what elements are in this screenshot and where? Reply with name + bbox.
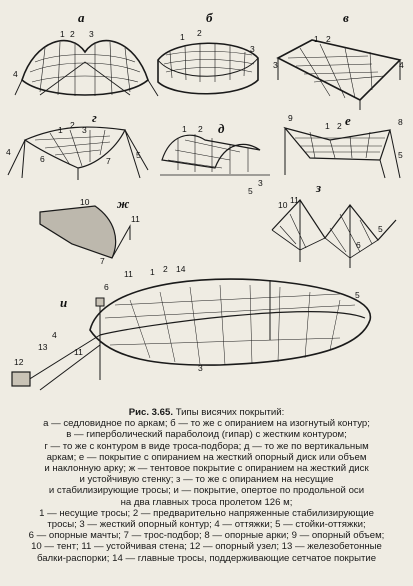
callout-g-5: 5 bbox=[136, 150, 141, 160]
callout-e-1: 1 bbox=[325, 121, 330, 131]
callout-g-2: 2 bbox=[70, 120, 75, 130]
callout-g-7: 7 bbox=[106, 156, 111, 166]
callout-zh-7: 7 bbox=[100, 256, 105, 266]
caption-line: 1 — несущие тросы; 2 — предварительно напряженные стабилизирующие bbox=[39, 507, 374, 519]
callout-b-1: 1 bbox=[180, 32, 185, 42]
diagram-z bbox=[272, 200, 396, 268]
panel-label-a: а bbox=[78, 10, 85, 25]
callout-i-14: 14 bbox=[176, 264, 186, 274]
callout-i-6: 6 bbox=[104, 282, 109, 292]
callout-e-2: 2 bbox=[337, 121, 342, 131]
panel-label-zh: ж bbox=[117, 196, 130, 211]
callout-g-4: 4 bbox=[6, 147, 11, 157]
caption-title: Рис. 3.65. bbox=[128, 407, 174, 418]
panel-label-i: и bbox=[60, 295, 68, 310]
diagram-zh bbox=[40, 206, 130, 258]
diagram-a bbox=[15, 41, 158, 96]
caption-line: тросы; 3 — жесткий опорный контур; 4 — оттяжки; 5 — стойки-оттяжки; bbox=[47, 519, 366, 531]
caption-line: и устойчивую стенку; з — то же с опиранием на несущие bbox=[79, 474, 334, 486]
diagram-e bbox=[285, 128, 400, 178]
diagram-v bbox=[278, 40, 400, 110]
callout-v-1: 1 bbox=[314, 34, 319, 44]
callout-i-13: 13 bbox=[38, 342, 48, 352]
callout-b-2: 2 bbox=[197, 28, 202, 38]
caption-line: на два главных троса пролетом 126 м; bbox=[120, 496, 293, 508]
callout-a-2: 2 bbox=[70, 29, 75, 39]
caption-line: аркам; е — покрытие с опиранием на жесткий опорный диск или объем bbox=[46, 451, 367, 463]
callout-g-3: 3 bbox=[82, 125, 87, 135]
callout-d-1: 1 bbox=[182, 124, 187, 134]
diagram-g bbox=[8, 127, 148, 180]
callout-a-1: 1 bbox=[60, 29, 65, 39]
callout-z-6: 6 bbox=[356, 240, 361, 250]
caption-line: 6 — опорные мачты; 7 — трос-подбор; 8 — опорные арки; 9 — опорный объем; bbox=[28, 530, 385, 542]
figure-caption bbox=[6, 407, 407, 564]
callout-a-4: 4 bbox=[13, 69, 18, 79]
callout-i-4: 4 bbox=[52, 330, 57, 340]
caption-line: а — седловидное по аркам; б — то же с опиранием на изогнутый контур; bbox=[43, 418, 370, 430]
diagram-d bbox=[160, 134, 270, 175]
callout-a-3: 3 bbox=[89, 29, 94, 39]
callout-e-8: 8 bbox=[398, 117, 403, 127]
callout-i-1: 1 bbox=[150, 267, 155, 277]
panel-label-e: е bbox=[345, 113, 351, 128]
callout-v-4: 4 bbox=[399, 60, 404, 70]
callout-g-1: 1 bbox=[58, 125, 63, 135]
callout-i-3: 3 bbox=[198, 363, 203, 373]
panel-label-d: д bbox=[218, 121, 225, 136]
callout-z-11: 11 bbox=[290, 195, 299, 205]
callout-i-2: 2 bbox=[163, 264, 168, 274]
callout-d-2: 2 bbox=[198, 124, 203, 134]
callout-i-11b: 11 bbox=[74, 347, 83, 357]
callout-i-11a: 11 bbox=[124, 269, 133, 279]
callout-d-5: 5 bbox=[248, 186, 253, 196]
callout-d-3: 3 bbox=[258, 178, 263, 188]
caption-line: и стабилизирующие тросы; и — покрытие, опертое по продольной оси bbox=[48, 485, 365, 497]
callout-z-5: 5 bbox=[378, 224, 383, 234]
callout-zh-11: 11 bbox=[131, 214, 140, 224]
diagram-b bbox=[158, 43, 258, 94]
caption-title-rest: Типы висячих покрытий: bbox=[173, 407, 285, 418]
panel-label-g: г bbox=[92, 110, 97, 125]
callout-v-3: 3 bbox=[273, 60, 278, 70]
callout-e-9: 9 bbox=[288, 113, 293, 123]
callout-v-2: 2 bbox=[326, 34, 331, 44]
callout-g-6: 6 bbox=[40, 154, 45, 164]
caption-line: 10 — тент; 11 — устойчивая стена; 12 — опорный узел; 13 — железобетонные bbox=[31, 541, 382, 553]
panel-label-b: б bbox=[206, 10, 213, 25]
callout-i-12: 12 bbox=[14, 357, 24, 367]
caption-line: г — то же с контуром в виде троса-подбора; д — то же по вертикальным bbox=[44, 440, 369, 452]
callout-zh-10: 10 bbox=[80, 197, 90, 207]
caption-title-line bbox=[6, 407, 407, 418]
callout-z-10: 10 bbox=[278, 200, 288, 210]
caption-line: в — гиперболический параболоид (гипар) с жестким контуром; bbox=[66, 429, 347, 441]
callout-e-5: 5 bbox=[398, 150, 403, 160]
panel-label-z: з bbox=[316, 180, 322, 195]
caption-line: балки-распорки; 14 — главные тросы, поддерживающие сетчатое покрытие bbox=[36, 552, 377, 564]
panel-label-v: в bbox=[343, 10, 349, 25]
caption-line: и наклонную арку; ж — тентовое покрытие с опиранием на жесткий диск bbox=[44, 463, 369, 475]
callout-b-3: 3 bbox=[250, 44, 255, 54]
callout-i-5: 5 bbox=[355, 290, 360, 300]
